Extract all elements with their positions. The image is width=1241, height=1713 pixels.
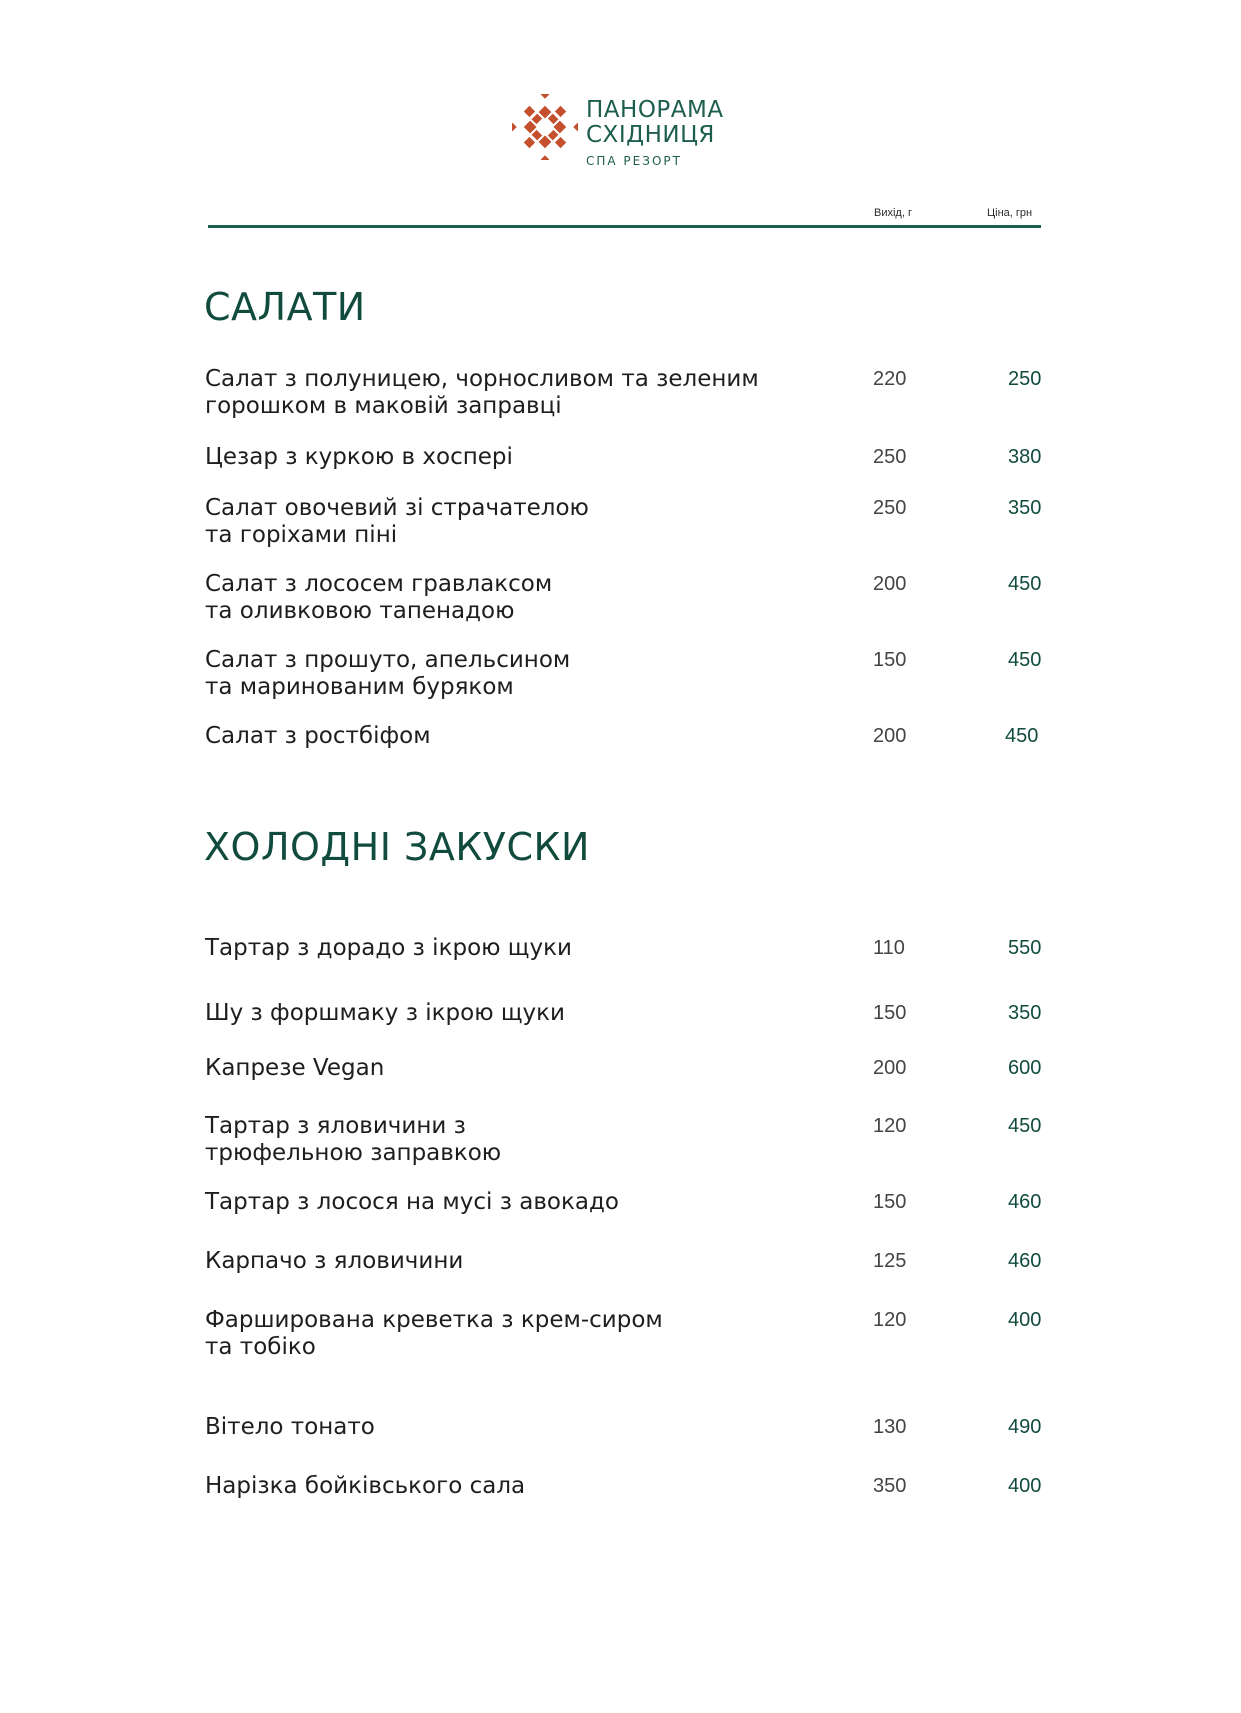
item-price: 450	[1005, 725, 1039, 747]
item-name: Салат з лососем гравлаксом та оливковою тапенадою	[205, 571, 553, 624]
item-weight: 250	[873, 497, 907, 519]
item-name: Нарізка бойківського сала	[205, 1473, 526, 1499]
item-price: 450	[1008, 649, 1042, 671]
item-price: 450	[1008, 1115, 1042, 1137]
item-price: 550	[1008, 937, 1042, 959]
item-price: 350	[1008, 1002, 1042, 1024]
item-price: 450	[1008, 573, 1042, 595]
item-name: Вітело тонато	[205, 1414, 375, 1440]
logo-tagline: СПА РЕЗОРТ	[586, 154, 682, 168]
item-price: 460	[1008, 1250, 1042, 1272]
section-title-cold-appetizers: ХОЛОДНІ ЗАКУСКИ	[204, 825, 590, 869]
item-weight: 130	[873, 1416, 907, 1438]
item-weight: 250	[873, 446, 907, 468]
item-weight: 200	[873, 725, 907, 747]
item-name: Салат з полуницею, чорносливом та зеленим горошком в маковій заправці	[205, 366, 759, 419]
price-column-header: Ціна, грн	[987, 207, 1033, 219]
logo-subtitle: СХІДНИЦЯ	[586, 122, 715, 148]
item-price: 380	[1008, 446, 1042, 468]
item-weight: 150	[873, 649, 907, 671]
item-name: Карпачо з яловичини	[205, 1248, 464, 1274]
item-name: Тартар з лосося на мусі з авокадо	[205, 1189, 619, 1215]
item-price: 600	[1008, 1057, 1042, 1079]
item-price: 350	[1008, 497, 1042, 519]
item-name: Салат з ростбіфом	[205, 723, 431, 749]
item-name: Тартар з дорадо з ікрою щуки	[205, 935, 572, 961]
item-name: Фарширована креветка з крем-сиром та тобіко	[205, 1307, 663, 1360]
item-weight: 150	[873, 1002, 907, 1024]
item-name: Капрезе Vegan	[205, 1055, 385, 1081]
item-weight: 120	[873, 1309, 907, 1331]
item-name: Салат з прошуто, апельсином та маринованим буряком	[205, 647, 571, 700]
item-weight: 350	[873, 1475, 907, 1497]
resort-logo	[512, 92, 742, 172]
item-weight: 220	[873, 368, 907, 390]
item-price: 490	[1008, 1416, 1042, 1438]
logo-title: ПАНОРАМА	[586, 97, 724, 123]
item-name: Салат овочевий зі страчателою та горіхами піні	[205, 495, 589, 548]
item-weight: 125	[873, 1250, 907, 1272]
weight-column-header: Вихід, г	[874, 207, 912, 219]
section-title-salads: САЛАТИ	[204, 285, 366, 329]
item-weight: 200	[873, 573, 907, 595]
header-divider	[208, 225, 1041, 228]
item-name: Шу з форшмаку з ікрою щуки	[205, 1000, 565, 1026]
folk-ornament-icon	[512, 94, 578, 160]
item-name: Тартар з яловичини з трюфельною заправкою	[205, 1113, 502, 1166]
item-price: 460	[1008, 1191, 1042, 1213]
item-weight: 110	[873, 937, 905, 959]
item-name: Цезар з куркою в хоспері	[205, 444, 513, 470]
item-weight: 120	[873, 1115, 907, 1137]
item-price: 400	[1008, 1475, 1042, 1497]
item-price: 400	[1008, 1309, 1042, 1331]
logo-wordmark	[586, 98, 724, 168]
item-weight: 150	[873, 1191, 907, 1213]
item-weight: 200	[873, 1057, 907, 1079]
item-price: 250	[1008, 368, 1042, 390]
